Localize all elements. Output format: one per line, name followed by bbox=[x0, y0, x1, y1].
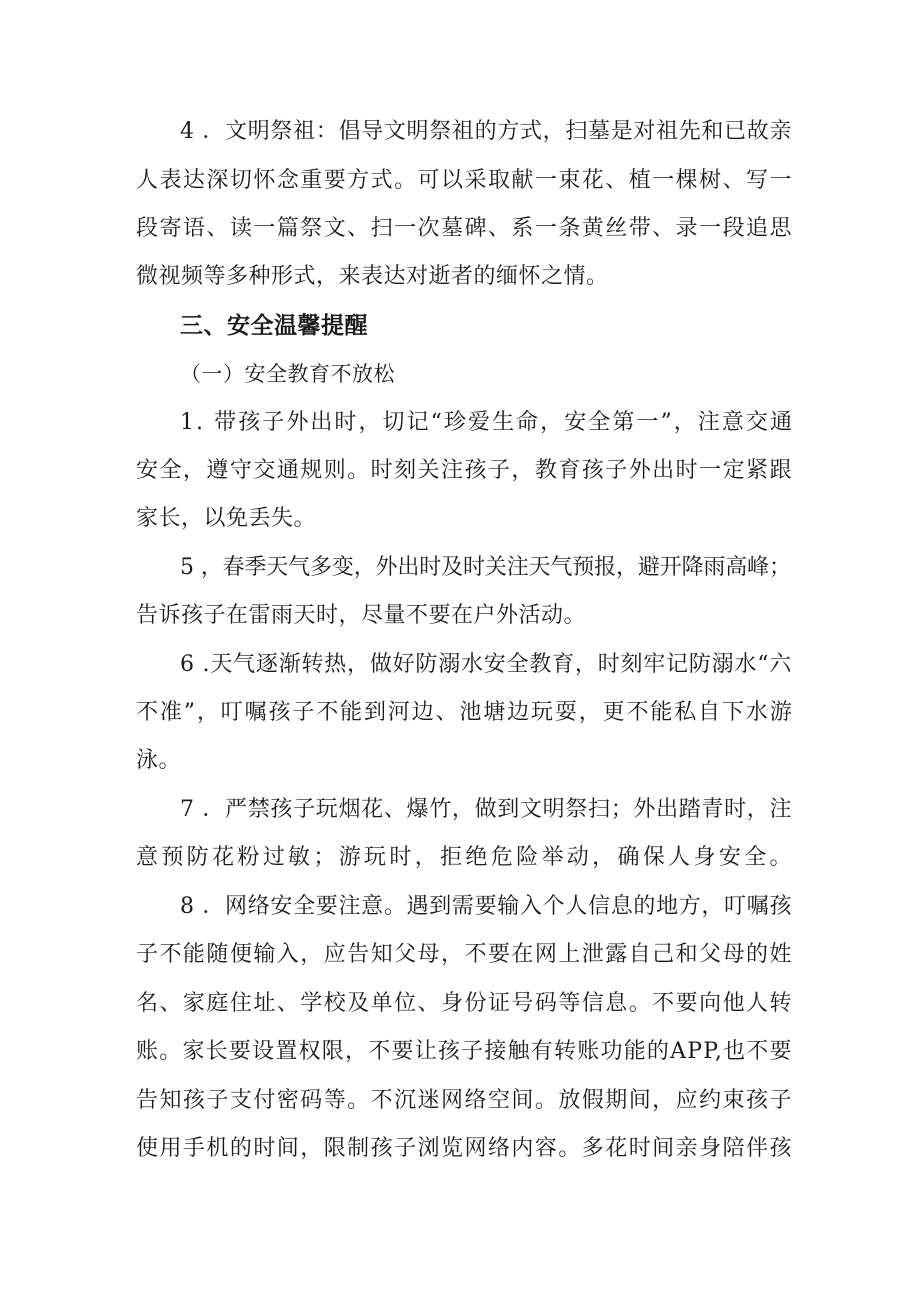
item6-line-3: 泳。 bbox=[136, 748, 182, 773]
item8-line-5: 告知孩子支付密码等。不沉迷网络空间。放假期间，应约束孩子 bbox=[136, 1088, 793, 1113]
item8-line-6: 使用手机的时间，限制孩子浏览网络内容。多花时间亲身陪伴孩 bbox=[136, 1136, 793, 1161]
item1-line-3: 家长，以免丢失。 bbox=[136, 506, 317, 531]
para4-line-4: 微视频等多种形式，来表达对逝者的缅怀之情。 bbox=[136, 264, 609, 289]
item7-line-1: 7 ．严禁孩子玩烟花、爆竹，做到文明祭扫；外出踏青时，注 bbox=[180, 797, 793, 822]
item1-line-2: 安全，遵守交通规则。时刻关注孩子，教育孩子外出时一定紧跟 bbox=[136, 458, 793, 483]
item5-line-1: 5 ，春季天气多变，外出时及时关注天气预报，避开降雨高峰； bbox=[180, 555, 791, 580]
para4-line-1: 4 ．文明祭祖：倡导文明祭祖的方式，扫墓是对祖先和已故亲 bbox=[180, 119, 793, 144]
item5-line-2: 告诉孩子在雷雨天时，尽量不要在户外活动。 bbox=[136, 603, 587, 628]
item6-line-1: 6 .天气逐渐转热，做好防溺水安全教育，时刻牢记防溺水“六 bbox=[180, 652, 793, 677]
para4-line-3: 段寄语、读一篇祭文、扫一次墓碑、系一条黄丝带、录一段追思 bbox=[136, 216, 793, 241]
item8-line-2: 子不能随便输入，应告知父母，不要在网上泄露自己和父母的姓 bbox=[136, 942, 793, 967]
section-heading: 三、安全温馨提醒 bbox=[180, 313, 368, 339]
para4-line-2: 人表达深切怀念重要方式。可以采取献一束花、植一棵树、写一 bbox=[136, 168, 793, 193]
subheading: （一）安全教育不放松 bbox=[180, 362, 395, 386]
item8-line-4: 账。家长要设置权限，不要让孩子接触有转账功能的APP,也不要 bbox=[136, 1039, 793, 1064]
item1-line-1: 1. 带孩子外出时，切记“珍爱生命，安全第一”，注意交通 bbox=[180, 410, 795, 435]
item6-line-2: 不准”，叮嘱孩子不能到河边、池塘边玩耍，更不能私自下水游 bbox=[136, 700, 794, 725]
item8-line-3: 名、家庭住址、学校及单位、身份证号码等信息。不要向他人转 bbox=[136, 991, 793, 1016]
item7-line-2: 意预防花粉过敏；游玩时，拒绝危险举动，确保人身安全。 bbox=[136, 845, 795, 870]
item8-line-1: 8 ．网络安全要注意。遇到需要输入个人信息的地方，叮嘱孩 bbox=[180, 894, 793, 919]
